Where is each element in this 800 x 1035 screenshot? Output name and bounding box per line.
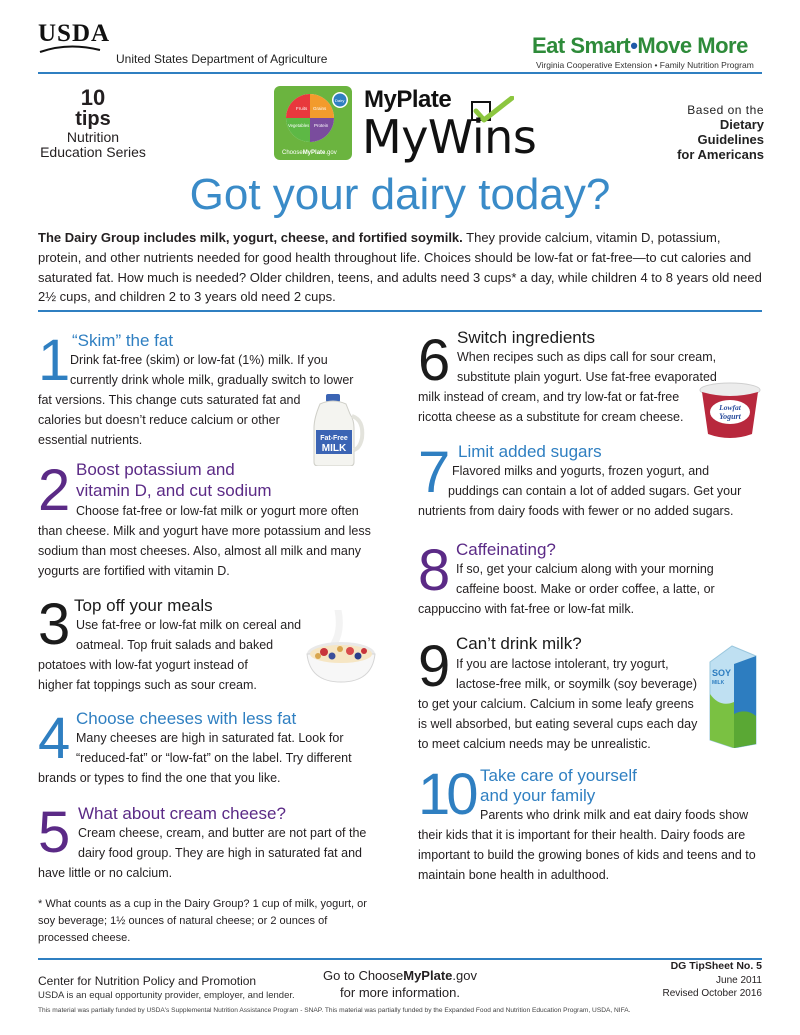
myplate-icon <box>274 86 352 160</box>
footer-date2: Revised October 2016 <box>662 987 762 999</box>
tip-body-line1: If you are lactose intolerant, try yogurt, <box>456 657 669 671</box>
tip-body-line2: currently drink whole milk, gradually switch to lower <box>70 373 354 387</box>
plate-url-gov: .gov <box>325 150 337 156</box>
footer-choose: Choose <box>358 968 404 983</box>
tip-10 <box>418 762 764 886</box>
tip-body-line2: dairy food group. They are high in saturated fat and <box>78 846 362 860</box>
page-title: Got your dairy today? <box>189 170 611 219</box>
esmm-move: Move More <box>637 33 748 58</box>
mywins-title: MyWins <box>362 110 537 164</box>
intro-text: They provide calcium, vitamin D, potassium, protein, and other nutrients needed for good health throughout life. Choices should be low-fat or fat-free—to cut calories and saturated fat. How much is needed? Older children, teens, and adults need 3 cups* a day, while children 4 to 8 years old need 2½ cups, and children 2 to 3 years old need 2 cups. <box>38 230 762 305</box>
footer-funding-notice: This material was partially funded by USDA's Supplemental Nutrition Assistance Program - SNAP. This material was partially funded by the Expanded Food and Nutrition Education Program, USDA, NIFA. <box>38 1007 631 1014</box>
tip-number: 5 <box>38 800 71 865</box>
tip-body-rest: cappuccino with fat-free or low-fat milk. <box>418 602 635 616</box>
esmm-eat: Eat Smart <box>532 33 631 58</box>
plate-label-grains: Grains <box>313 106 327 111</box>
yogurt-label2: Yogurt <box>719 412 741 421</box>
footer-gov: .gov <box>452 968 477 983</box>
plate-label-dairy: Dairy <box>335 98 345 103</box>
tip-heading: Choose cheeses with less fat <box>76 709 297 728</box>
tip-3 <box>38 592 318 696</box>
usda-logo: USDA <box>38 20 111 47</box>
intro-lead: The Dairy Group includes milk, yogurt, cheese, and fortified soymilk. <box>38 230 463 245</box>
tip-body-line2: caffeine boost. Make or order coffee, a latte, or <box>456 582 715 596</box>
tip-4 <box>38 708 378 788</box>
tip-body-line1: Many cheeses are high in saturated fat. Look for <box>76 731 344 745</box>
tip-body-rest: milk instead of cream, and try low-fat or fat-free ricotta cheese as a substitute for cream cheese. <box>418 390 684 424</box>
footer-cnpp: Center for Nutrition Policy and Promotion <box>38 974 257 988</box>
tip-2 <box>38 458 378 578</box>
esmm-subtitle: Virginia Cooperative Extension • Family Nutrition Program <box>536 60 754 70</box>
tip-number: 1 <box>38 328 71 393</box>
tip-body-line2: “reduced-fat” or “low-fat” on the label. Try different <box>76 751 352 765</box>
tips-word: tips <box>75 108 111 131</box>
footer-equal-opportunity: USDA is an equal opportunity provider, employer, and lender. <box>38 990 295 1001</box>
usda-logo-swoosh-icon <box>38 44 102 54</box>
tip-body-line2: lactose-free milk, or soymilk (soy beverage) <box>456 677 698 691</box>
tip-heading: Limit added sugars <box>458 442 602 461</box>
yogurt-cup-icon <box>698 382 762 440</box>
milk-jug-label2: MILK <box>321 443 347 454</box>
tip-body-rest: their kids that it is important for their health. Dairy foods are important to build the growing bones of kids and teens and to maintain bone health in adulthood. <box>418 828 756 882</box>
footnote: * What counts as a cup in the Dairy Group? 1 cup of milk, yogurt, or soy beverage; 1½ ounces of natural cheese; or 2 ounces of processed cheese. <box>38 898 367 945</box>
yogurt-label1: Lowfat <box>719 403 741 412</box>
myplate-title: MyPlate <box>364 86 452 113</box>
dietary-guidelines-label <box>640 104 764 163</box>
tip-body-line1: If so, get your calcium along with your morning <box>456 562 714 576</box>
tip-heading: Caffeinating? <box>456 540 556 559</box>
tip-body-rest: than cheese. Milk and yogurt have more potassium and less sodium than most cheeses. Also, almost all milk and many yogurts are fortified with vitamin D. <box>38 524 371 578</box>
tip-number: 2 <box>38 458 71 523</box>
tip-number: 9 <box>418 634 451 699</box>
tip-heading-line1: Take care of yourself <box>480 766 637 785</box>
tip-9 <box>418 634 718 754</box>
usda-department-name: United States Department of Agriculture <box>116 52 328 66</box>
tip-heading-line1: Boost potassium and <box>76 460 235 479</box>
footer-choosemyplate <box>300 968 500 1002</box>
tip-5 <box>38 800 378 880</box>
soy-label2: MILK <box>712 680 725 686</box>
footer-sheet-info <box>600 960 762 1000</box>
plate-label-vegetables: Vegetables <box>288 123 310 128</box>
tips-series-label <box>38 86 148 159</box>
dga-based-on: Based on the <box>687 103 764 117</box>
plate-url-myplate: MyPlate <box>302 150 326 156</box>
eat-smart-move-more-logo <box>532 33 748 59</box>
tip-heading-line2: and your family <box>480 786 596 805</box>
tip-body-rest: brands or types to find the one that you like. <box>38 771 281 785</box>
tip-body-line1: Use fat-free or low-fat milk on cereal and <box>76 618 302 632</box>
tip-body-line1: When recipes such as dips call for sour cream, <box>457 350 717 364</box>
tip-heading-line2: vitamin D, and cut sodium <box>76 481 272 500</box>
tip-body-line2: puddings can contain a lot of added sugars. Get your <box>448 484 742 498</box>
tip-8 <box>418 540 764 620</box>
tips-series-line2: Education Series <box>40 143 146 160</box>
tips-series-line1: Nutrition <box>66 129 120 146</box>
intro-divider <box>38 310 762 312</box>
tip-heading: Switch ingredients <box>457 328 595 347</box>
dga-line2: Guidelines <box>697 131 764 147</box>
tip-body-line1: Flavored milks and yogurts, frozen yogurt, and <box>452 464 710 478</box>
tip-number: 8 <box>418 538 451 603</box>
footer-go-to: Go to <box>323 968 359 983</box>
plate-url <box>282 150 337 156</box>
tip-number: 3 <box>38 592 71 657</box>
tip-heading: Top off your meals <box>74 596 213 615</box>
tip-body-rest: nutrients from dairy foods with fewer or no added sugars. <box>418 504 734 518</box>
footer-more-info: for more information. <box>340 984 460 1000</box>
tip-body-line1: Parents who drink milk and eat dairy foods show <box>480 808 749 822</box>
plate-label-fruits: Fruits <box>296 106 308 111</box>
tip-body-rest: potatoes with low-fat yogurt instead of higher fat toppings such as sour cream. <box>38 658 257 692</box>
tip-body-line2: substitute plain yogurt. Use fat-free evaporated <box>457 370 717 384</box>
tip-number: 6 <box>418 328 451 393</box>
footer-sheet-number: DG TipSheet No. 5 <box>670 960 762 972</box>
tip-body-rest: have little or no calcium. <box>38 866 173 880</box>
soy-label1: SOY <box>712 668 732 678</box>
dga-line1: Dietary <box>719 116 764 132</box>
milk-jug-icon <box>310 394 368 466</box>
dga-line3: for Americans <box>677 146 764 162</box>
soy-milk-carton-icon <box>706 644 760 748</box>
esmm-dot: • <box>630 33 638 58</box>
tip-heading: “Skim” the fat <box>72 331 174 350</box>
tip-7 <box>418 442 764 522</box>
footer-myplate[interactable]: MyPlate <box>403 968 453 983</box>
intro-paragraph <box>38 228 764 307</box>
tip-body-line1: Cream cheese, cream, and butter are not part of the <box>78 826 367 840</box>
milk-jug-label1: Fat-Free <box>320 435 348 442</box>
tip-heading: Can’t drink milk? <box>456 634 582 653</box>
header-divider <box>38 72 762 74</box>
tip-body-rest: to get your calcium. Calcium in some leafy greens is well absorbed, but eating several cups each day to meet calcium needs may be unrealistic. <box>418 697 698 751</box>
cereal-bowl-icon <box>304 610 378 684</box>
footer-date1: June 2011 <box>716 974 762 986</box>
plate-label-protein: Protein <box>314 123 329 128</box>
tip-number: 10 <box>418 762 475 827</box>
tip-body-line1: Choose fat-free or low-fat milk or yogurt more often <box>76 504 359 518</box>
footer-go-line <box>300 968 500 985</box>
tip-heading: What about cream cheese? <box>78 804 286 823</box>
plate-url-choose: Choose <box>282 150 303 156</box>
tip-number: 7 <box>418 440 451 505</box>
tip-number: 4 <box>38 706 71 771</box>
tips-number: 10 <box>80 85 106 110</box>
tip-body-line1: Drink fat-free (skim) or low-fat (1%) milk. If you <box>70 353 328 367</box>
tip-body-line2: oatmeal. Top fruit salads and baked <box>76 638 274 652</box>
tip-body-rest: fat versions. This change cuts saturated fat and calories but doesn’t reduce calcium or other essential nutrients. <box>38 393 301 447</box>
